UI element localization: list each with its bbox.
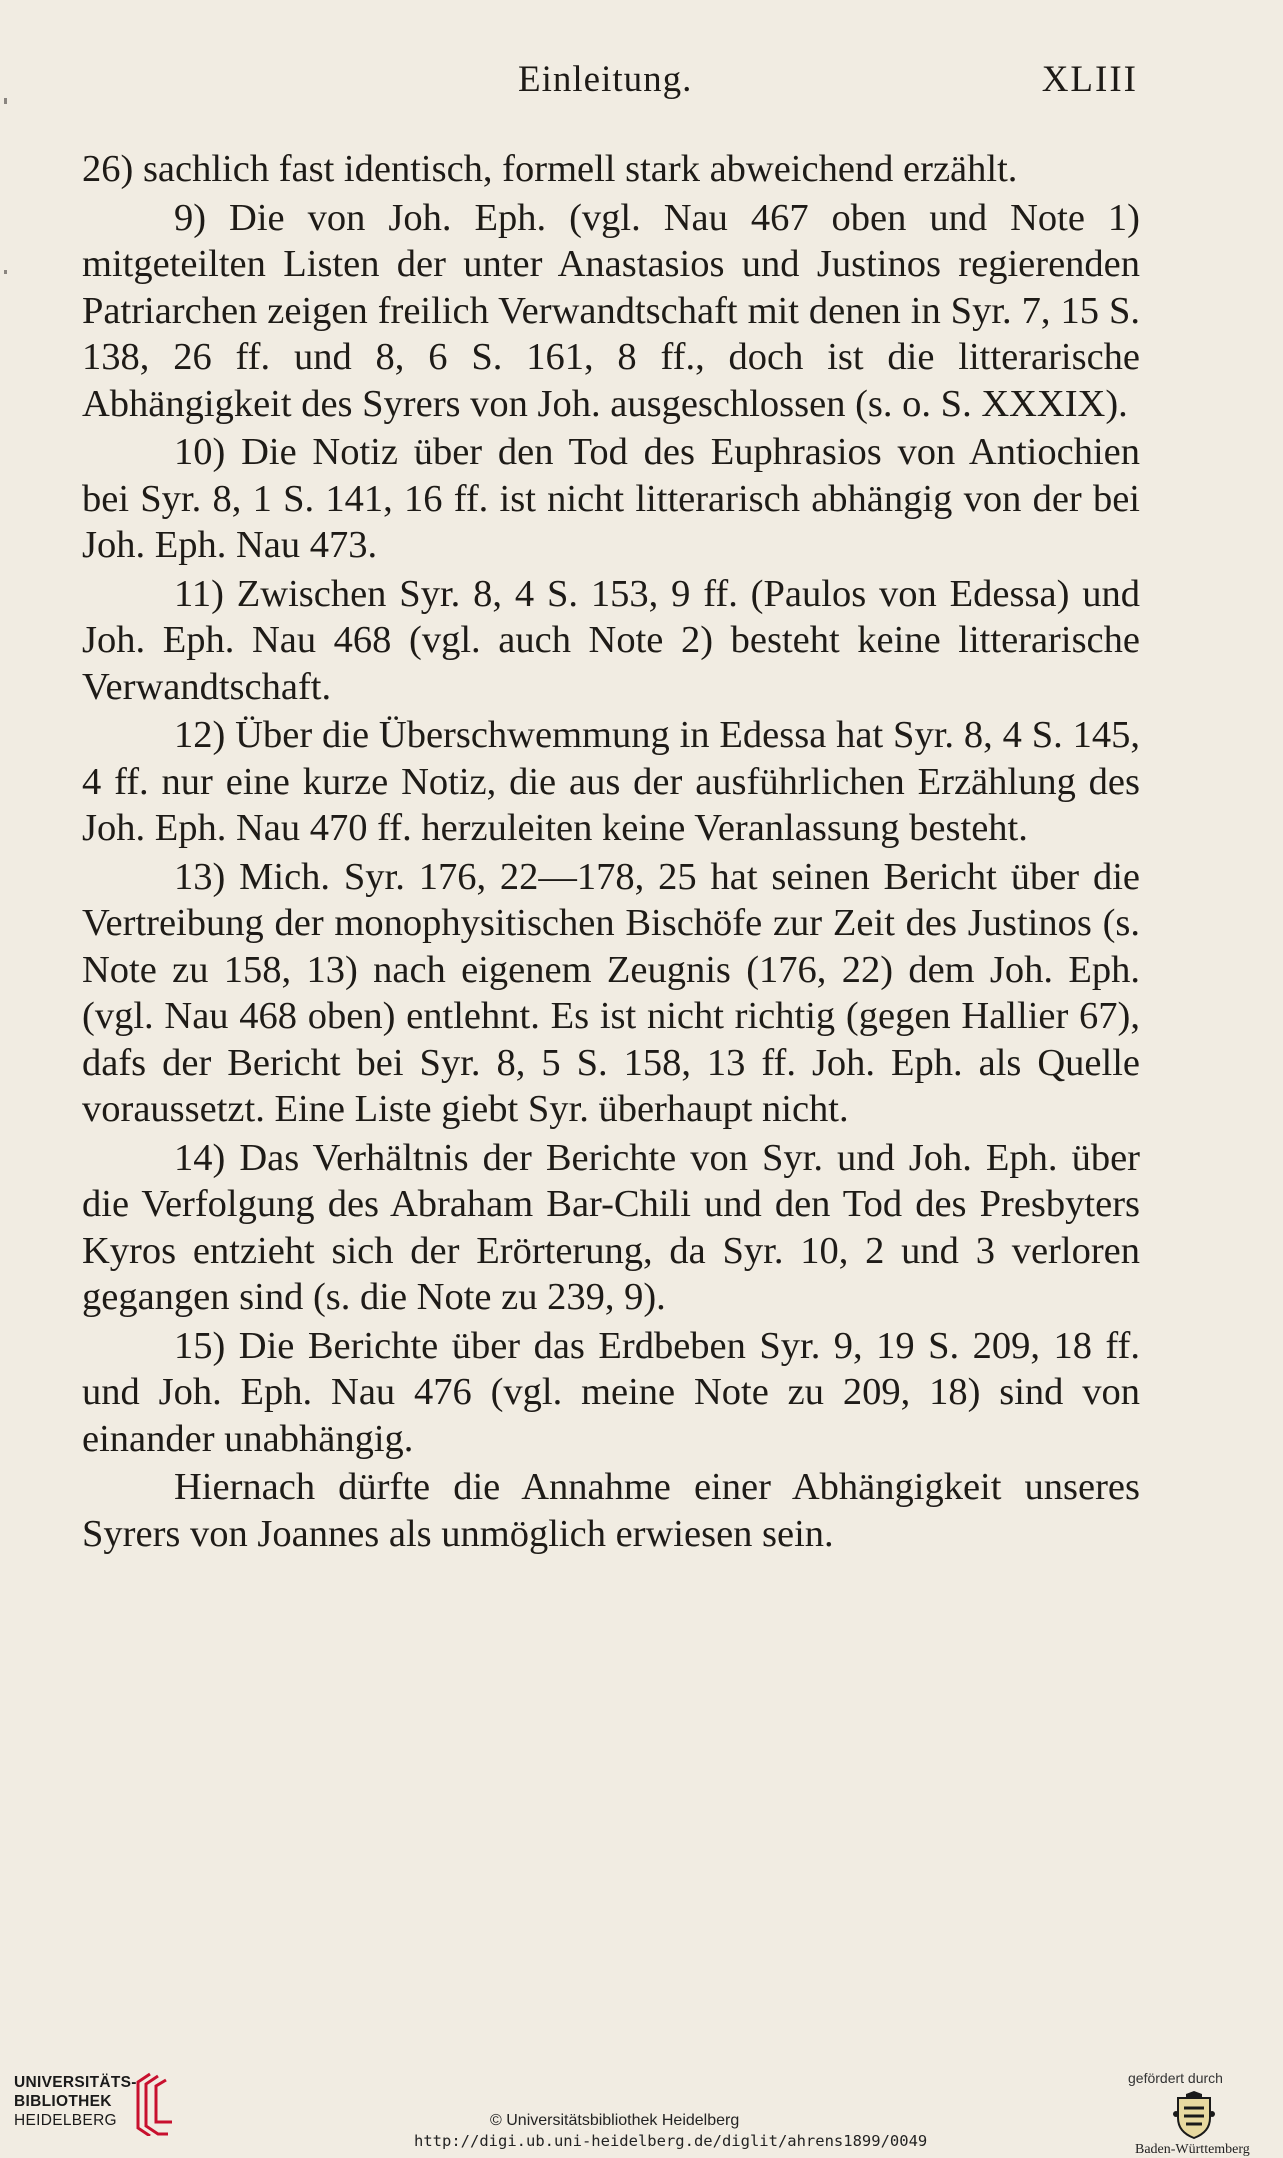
digitization-footer xyxy=(0,2050,1283,2156)
paragraph: 9) Die von Joh. Eph. (vgl. Nau 467 oben und Note 1) mitgeteilten Listen der unter Anastasios und Justinos regierenden Patriarchen zeigen freilich Verwandtschaft mit denen in Syr. 7, 15 S. 138, 26 ff. und 8, 6 S. 161, 8 ff., doch ist die litterarische Abhängigkeit des Syrers von Joh. ausgeschlossen (s. o. S. XXXIX). xyxy=(82,196,1140,425)
paragraph: 13) Mich. Syr. 176, 22—178, 25 hat seinen Bericht über die Vertreibung der monophysitischen Bischöfe zur Zeit des Justinos (s. Note zu 158, 13) nach eigenem Zeugnis (176, 22) dem Joh. Eph. (vgl. Nau 468 oben) entlehnt. Es ist nicht richtig (gegen Hallier 67), dafs der Bericht bei Syr. 8, 5 S. 158, 13 ff. Joh. Eph. als Quelle voraussetzt. Eine Liste giebt Syr. überhaupt nicht. xyxy=(82,855,1140,1130)
margin-mark xyxy=(4,98,7,104)
library-logo-line: BIBLIOTHEK xyxy=(14,2093,112,2110)
page-number: XLIII xyxy=(1041,59,1138,100)
coat-of-arms-icon xyxy=(1172,2090,1216,2140)
library-logo-mark-icon xyxy=(128,2070,174,2136)
paragraph: Hiernach dürfte die Annahme einer Abhängigkeit unseres Syrers von Joannes als unmöglich erwiesen sein. xyxy=(82,1466,1140,1555)
sponsor-label: gefördert durch xyxy=(1128,2070,1223,2086)
paragraph: 15) Die Berichte über das Erdbeben Syr. 9, 19 S. 209, 18 ff. und Joh. Eph. Nau 476 (vgl. meine Note zu 209, 18) sind von einander unabhängig. xyxy=(82,1324,1140,1460)
paragraph: 26) sachlich fast identisch, formell stark abweichend erzählt. xyxy=(82,148,1018,190)
margin-mark xyxy=(4,270,7,274)
library-logo-line: HEIDELBERG xyxy=(14,2112,117,2129)
sponsor-name: Baden-Württemberg xyxy=(1135,2142,1250,2157)
permalink-url[interactable]: http://digi.ub.uni-heidelberg.de/diglit/ahrens1899/0049 xyxy=(414,2132,928,2150)
running-head xyxy=(82,58,1138,104)
paragraph: 10) Die Notiz über den Tod des Euphrasios von Antiochien bei Syr. 8, 1 S. 141, 16 ff. ist nicht litterarisch abhängig von der bei Joh. Eph. Nau 473. xyxy=(82,431,1140,566)
copyright-notice: © Universitätsbibliothek Heidelberg xyxy=(490,2112,740,2129)
body-text xyxy=(82,146,1140,1559)
paragraph: 14) Das Verhältnis der Berichte von Syr. und Joh. Eph. über die Verfolgung des Abraham Bar-Chili und den Tod des Presbyters Kyros entzieht sich der Erörterung, da Syr. 10, 2 und 3 verloren gegangen sind (s. die Note zu 239, 9). xyxy=(82,1136,1140,1318)
library-logo-line: UNIVERSITÄTS- xyxy=(14,2074,137,2091)
paragraph: 11) Zwischen Syr. 8, 4 S. 153, 9 ff. (Paulos von Edessa) und Joh. Eph. Nau 468 (vgl. auch Note 2) besteht keine litterarische Verwandtschaft. xyxy=(82,572,1140,708)
paragraph: 12) Über die Überschwemmung in Edessa hat Syr. 8, 4 S. 145, 4 ff. nur eine kurze Notiz, die aus der ausführlichen Erzählung des Joh. Eph. Nau 470 ff. herzuleiten keine Veranlassung besteht. xyxy=(82,714,1140,849)
running-head-title: Einleitung. xyxy=(518,59,693,100)
